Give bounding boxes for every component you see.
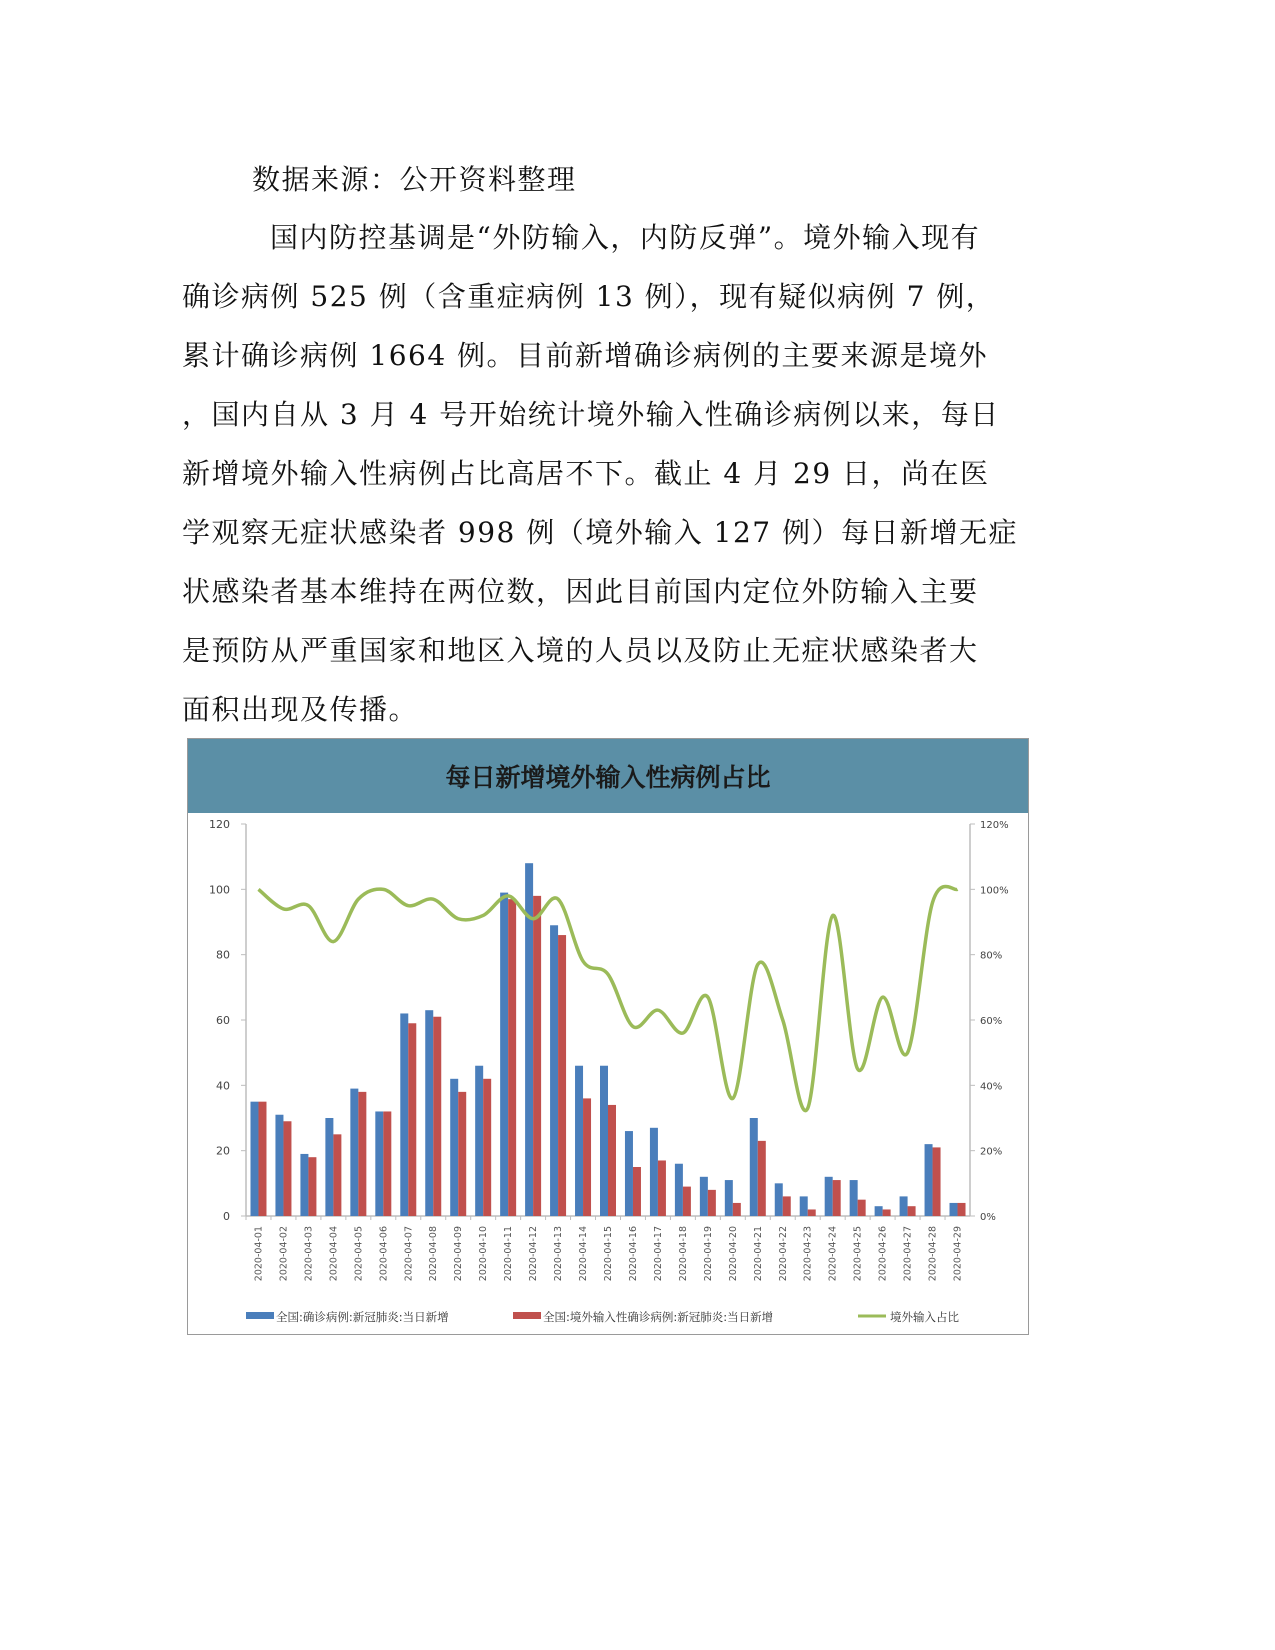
bar-total-new [500,893,508,1216]
bar-imported-new [608,1105,616,1216]
x-tick-label: 2020-04-20 [727,1226,739,1282]
x-tick-label: 2020-04-12 [528,1226,540,1282]
bar-total-new [350,1089,358,1216]
bar-total-new [400,1013,408,1216]
bar-imported-new [883,1209,891,1216]
legend-swatch-imported [513,1312,541,1319]
bar-total-new [300,1154,308,1216]
x-tick-label: 2020-04-01 [253,1226,265,1282]
legend-label-imported: 全国:境外输入性确诊病例:新冠肺炎:当日新增 [543,1310,774,1324]
chart-title: 每日新增境外输入性病例占比 [445,763,771,792]
legend-swatch-total [246,1312,274,1319]
y-left-tick-label: 40 [216,1079,230,1093]
x-tick-label: 2020-04-26 [877,1226,889,1282]
legend-label-ratio: 境外输入占比 [890,1310,959,1324]
x-tick-label: 2020-04-23 [802,1226,814,1282]
bar-imported-new [433,1017,441,1216]
bar-total-new [325,1118,333,1216]
bar-imported-new [533,896,541,1216]
chart-container [187,738,1029,1335]
y-left-tick-label: 0 [223,1210,230,1223]
bar-imported-new [408,1023,416,1216]
bar-total-new [650,1128,658,1216]
x-tick-label: 2020-04-22 [777,1226,789,1282]
y-right-tick-label: 120% [980,820,1009,831]
bar-imported-new [758,1141,766,1216]
x-tick-label: 2020-04-29 [952,1226,964,1282]
bar-imported-new [808,1209,816,1216]
bar-total-new [850,1180,858,1216]
x-tick-label: 2020-04-08 [428,1226,440,1282]
x-tick-label: 2020-04-21 [752,1226,764,1282]
bar-imported-new [308,1157,316,1216]
paragraph-line: 新增境外输入性病例占比高居不下。截止 4 月 29 日，尚在医 [182,457,990,490]
bar-imported-new [358,1092,366,1216]
bar-imported-new [683,1187,691,1216]
x-tick-label: 2020-04-19 [702,1226,714,1282]
y-right-tick-label: 100% [980,885,1009,897]
x-tick-label: 2020-04-03 [303,1226,315,1282]
y-right-tick-label: 0% [980,1212,996,1223]
y-right-tick-label: 20% [980,1146,1003,1158]
bar-total-new [375,1111,383,1216]
bar-total-new [275,1115,283,1216]
x-tick-label: 2020-04-06 [378,1226,390,1282]
bar-total-new [775,1183,783,1216]
bar-imported-new [508,899,516,1216]
y-left-tick-label: 20 [216,1144,230,1158]
bar-total-new [725,1180,733,1216]
paragraph-line: 确诊病例 525 例（含重症病例 13 例），现有疑似病例 7 例， [182,280,996,313]
bar-total-new [475,1066,483,1216]
bar-total-new [675,1164,683,1216]
y-right-tick-label: 40% [980,1081,1003,1093]
bar-total-new [700,1177,708,1216]
bar-imported-new [283,1121,291,1216]
paragraph-line: 面积出现及传播。 [182,693,419,726]
y-left-tick-label: 60 [216,1014,230,1027]
bar-total-new [825,1177,833,1216]
bar-imported-new [383,1111,391,1216]
x-tick-label: 2020-04-11 [503,1226,515,1282]
y-left-tick-label: 120 [209,818,230,831]
paragraph-line: 学观察无症状感染者 998 例（境外输入 127 例）每日新增无症 [182,516,1018,549]
x-tick-label: 2020-04-24 [827,1226,839,1282]
bar-total-new [800,1196,808,1216]
bar-imported-new [333,1134,341,1216]
bar-total-new [625,1131,633,1216]
bar-imported-new [908,1206,916,1216]
bar-imported-new [483,1079,491,1216]
x-tick-label: 2020-04-07 [403,1226,415,1282]
x-tick-label: 2020-04-18 [677,1226,689,1282]
bar-imported-new [633,1167,641,1216]
bar-total-new [600,1066,608,1216]
y-left-tick-label: 100 [209,883,230,897]
x-tick-label: 2020-04-27 [902,1226,914,1282]
x-tick-label: 2020-04-28 [927,1226,939,1282]
bar-total-new [575,1066,583,1216]
y-right-tick-label: 60% [980,1016,1003,1027]
x-tick-label: 2020-04-13 [553,1226,565,1282]
x-tick-label: 2020-04-15 [603,1226,614,1282]
paragraph-line: 状感染者基本维持在两位数，因此目前国内定位外防输入主要 [182,575,979,608]
x-tick-label: 2020-04-10 [478,1226,490,1282]
bar-imported-new [858,1200,866,1216]
y-left-tick-label: 80 [216,948,230,962]
bar-imported-new [708,1190,716,1216]
x-tick-label: 2020-04-05 [353,1226,365,1282]
bar-imported-new [833,1180,841,1216]
bar-total-new [950,1203,958,1216]
bar-imported-new [958,1203,966,1216]
bar-imported-new [583,1098,591,1216]
paragraph-line: 国内防控基调是“外防输入，内防反弹”。境外输入现有 [270,221,981,254]
paragraph-line: ，国内自从 3 月 4 号开始统计境外输入性确诊病例以来，每日 [182,398,1000,431]
bar-imported-new [558,935,566,1216]
legend-label-total: 全国:确诊病例:新冠肺炎:当日新增 [276,1310,449,1324]
bar-total-new [875,1206,883,1216]
x-tick-label: 2020-04-16 [627,1226,639,1282]
x-tick-label: 2020-04-09 [453,1226,465,1282]
bar-total-new [250,1102,258,1216]
bar-imported-new [783,1196,791,1216]
bar-imported-new [658,1160,666,1216]
bar-total-new [900,1196,908,1216]
paragraph-line: 累计确诊病例 1664 例。目前新增确诊病例的主要来源是境外 [182,339,989,372]
bar-total-new [425,1010,433,1216]
bar-total-new [750,1118,758,1216]
x-tick-label: 2020-04-14 [578,1226,590,1282]
bar-imported-new [933,1147,941,1216]
x-tick-label: 2020-04-25 [852,1226,864,1282]
bar-total-new [450,1079,458,1216]
x-tick-label: 2020-04-02 [278,1226,290,1282]
chart-svg [188,739,1028,1334]
data-source-line: 数据来源：公开资料整理 [252,163,577,196]
x-tick-label: 2020-04-04 [328,1226,340,1282]
y-right-tick-label: 80% [980,950,1003,962]
bar-imported-new [458,1092,466,1216]
bar-total-new [925,1144,933,1216]
bar-imported-new [733,1203,741,1216]
bar-imported-new [258,1102,266,1216]
bar-total-new [550,925,558,1216]
paragraph-line: 是预防从严重国家和地区入境的人员以及防止无症状感染者大 [182,634,979,667]
x-tick-label: 2020-04-17 [652,1226,664,1282]
